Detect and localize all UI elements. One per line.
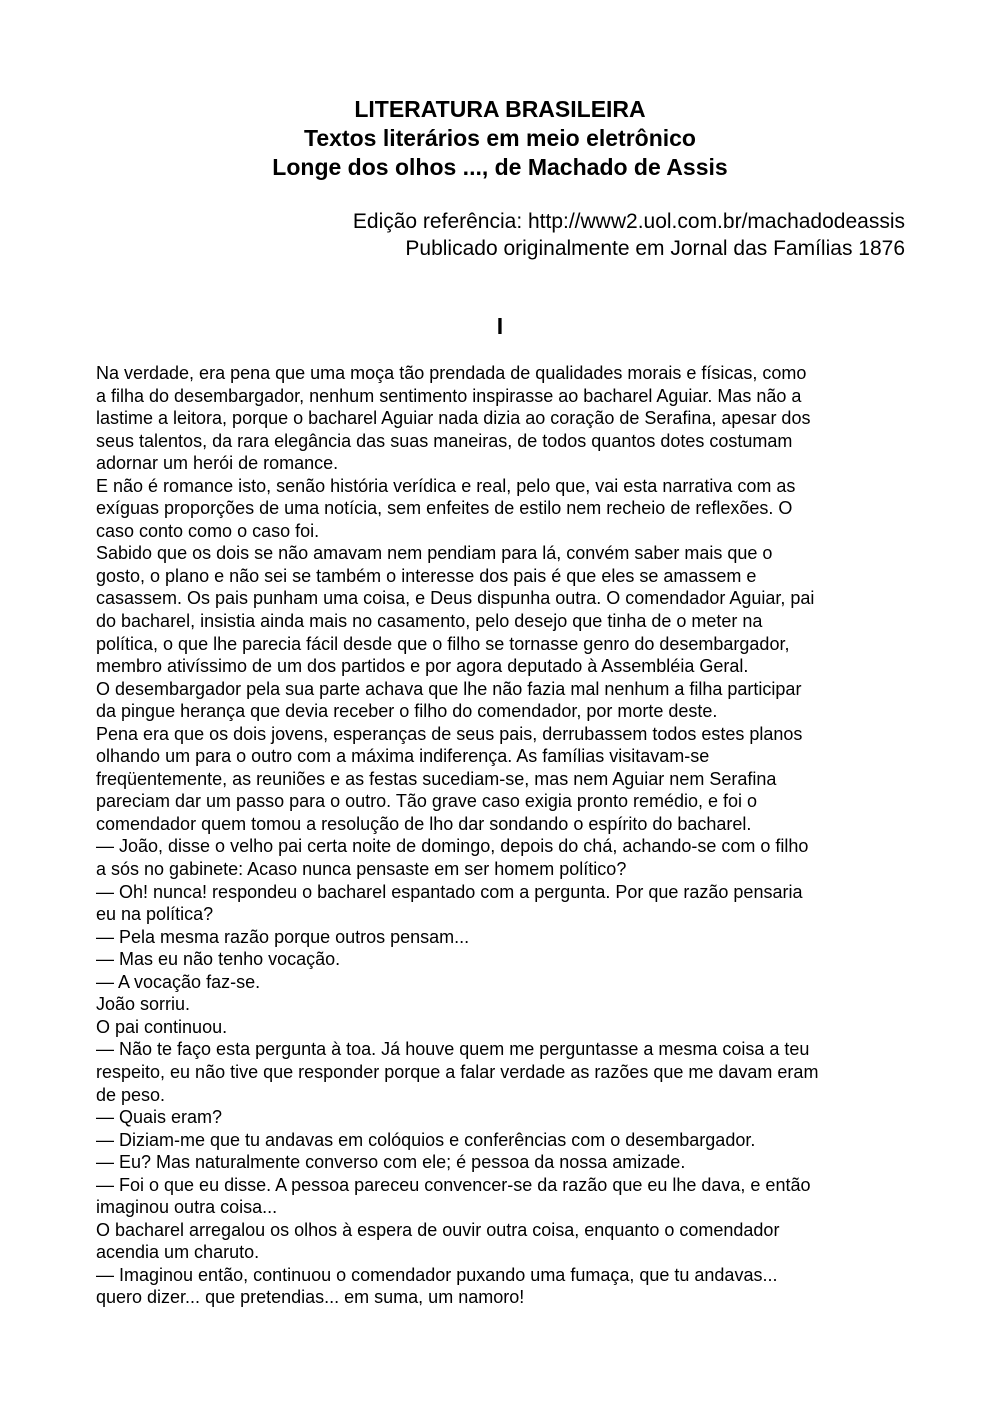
- body-line: comendador quem tomou a resolução de lho dar sondando o espírito do bacharel.: [96, 813, 752, 834]
- body-line: eu na política?: [96, 904, 214, 925]
- body-line: caso conto como o caso foi.: [96, 520, 320, 541]
- body-line: seus talentos, da rara elegância das suas maneiras, de todos quantos dotes costumam: [96, 430, 793, 451]
- body-line: O pai continuou.: [96, 1016, 228, 1037]
- body-line: do bacharel, insistia ainda mais no casamento, pelo desejo que tinha de o meter na: [96, 611, 763, 632]
- body-line: — A vocação faz-se.: [96, 971, 261, 992]
- chapter-heading: I: [496, 313, 504, 339]
- body-line: pareciam dar um passo para o outro. Tão grave caso exigia pronto remédio, e foi o: [96, 791, 758, 812]
- body-line: a filha do desembargador, nenhum sentimento inspirasse ao bacharel Aguiar. Mas não a: [96, 385, 802, 406]
- body-line: — Quais eram?: [96, 1107, 223, 1128]
- body-line: O bacharel arregalou os olhos à espera de ouvir outra coisa, enquanto o comendador: [96, 1219, 780, 1240]
- body-line: acendia um charuto.: [96, 1242, 260, 1263]
- edition-reference: Edição referência: http://www2.uol.com.br/machadodeassis: [352, 210, 905, 233]
- body-line: Sabido que os dois se não amavam nem pendiam para lá, convém saber mais que o: [96, 543, 773, 564]
- body-line: da pingue herança que devia receber o filho do comendador, por morte deste.: [96, 701, 718, 722]
- body-line: casassem. Os pais punham uma coisa, e Deus dispunha outra. O comendador Aguiar, pai: [96, 588, 815, 609]
- body-line: de peso.: [96, 1084, 166, 1105]
- body-line: respeito, eu não tive que responder porque a falar verdade as razões que me davam eram: [96, 1061, 819, 1082]
- body-line: — Mas eu não tenho vocação.: [96, 949, 341, 970]
- work-title: Longe dos olhos ..., de Machado de Assis: [272, 154, 728, 180]
- collection-subtitle: Textos literários em meio eletrônico: [304, 125, 696, 151]
- body-line: quero dizer... que pretendias... em suma, um namoro!: [96, 1287, 525, 1308]
- body-line: lastime a leitora, porque o bacharel Aguiar nada dizia ao coração de Serafina, apesar dos: [96, 408, 811, 429]
- collection-title: LITERATURA BRASILEIRA: [354, 96, 646, 122]
- body-line: exíguas proporções de uma notícia, sem enfeites de estilo nem recheio de reflexões. O: [96, 498, 793, 519]
- body-line: adornar um herói de romance.: [96, 453, 339, 474]
- body-line: — João, disse o velho pai certa noite de domingo, depois do chá, achando-se com o filho: [96, 836, 809, 857]
- reference-block: [353, 208, 905, 262]
- body-line: João sorriu.: [96, 994, 191, 1015]
- body-line: política, o que lhe parecia fácil desde que o filho se tornasse genro do desembargador,: [96, 633, 790, 654]
- body-line: E não é romance isto, senão história verídica e real, pelo que, vai esta narrativa com as: [96, 475, 796, 496]
- body-line: freqüentemente, as reuniões e as festas sucediam-se, mas nem Aguiar nem Serafina: [96, 768, 777, 789]
- body-line: olhando um para o outro com a máxima indiferença. As famílias visitavam-se: [96, 746, 710, 767]
- body-text: [96, 362, 926, 1309]
- body-line: gosto, o plano e não sei se também o interesse dos pais é que eles se amassem e: [96, 565, 757, 586]
- document-header: [0, 95, 1000, 182]
- body-line: — Diziam-me que tu andavas em colóquios e conferências com o desembargador.: [96, 1129, 756, 1150]
- body-line: Na verdade, era pena que uma moça tão prendada de qualidades morais e físicas, como: [96, 363, 807, 383]
- body-line: membro ativíssimo de um dos partidos e por agora deputado à Assembléia Geral.: [96, 656, 749, 677]
- publication-note: Publicado originalmente em Jornal das Famílias 1876: [405, 237, 905, 260]
- body-line: Pena era que os dois jovens, esperanças de seus pais, derrubassem todos estes planos: [96, 723, 803, 744]
- body-line: — Eu? Mas naturalmente converso com ele; é pessoa da nossa amizade.: [96, 1152, 686, 1173]
- body-line: — Pela mesma razão porque outros pensam...: [96, 926, 470, 947]
- body-line: — Não te faço esta pergunta à toa. Já houve quem me perguntasse a mesma coisa a teu: [96, 1039, 810, 1060]
- body-line: imaginou outra coisa...: [96, 1197, 278, 1218]
- body-line: — Imaginou então, continuou o comendador puxando uma fumaça, que tu andavas...: [96, 1264, 778, 1285]
- body-line: a sós no gabinete: Acaso nunca pensaste em ser homem político?: [96, 859, 627, 880]
- body-line: O desembargador pela sua parte achava que lhe não fazia mal nenhum a filha participar: [96, 678, 802, 699]
- body-line: — Foi o que eu disse. A pessoa pareceu convencer-se da razão que eu lhe dava, e então: [96, 1174, 811, 1195]
- body-line: — Oh! nunca! respondeu o bacharel espantado com a pergunta. Por que razão pensaria: [96, 881, 803, 902]
